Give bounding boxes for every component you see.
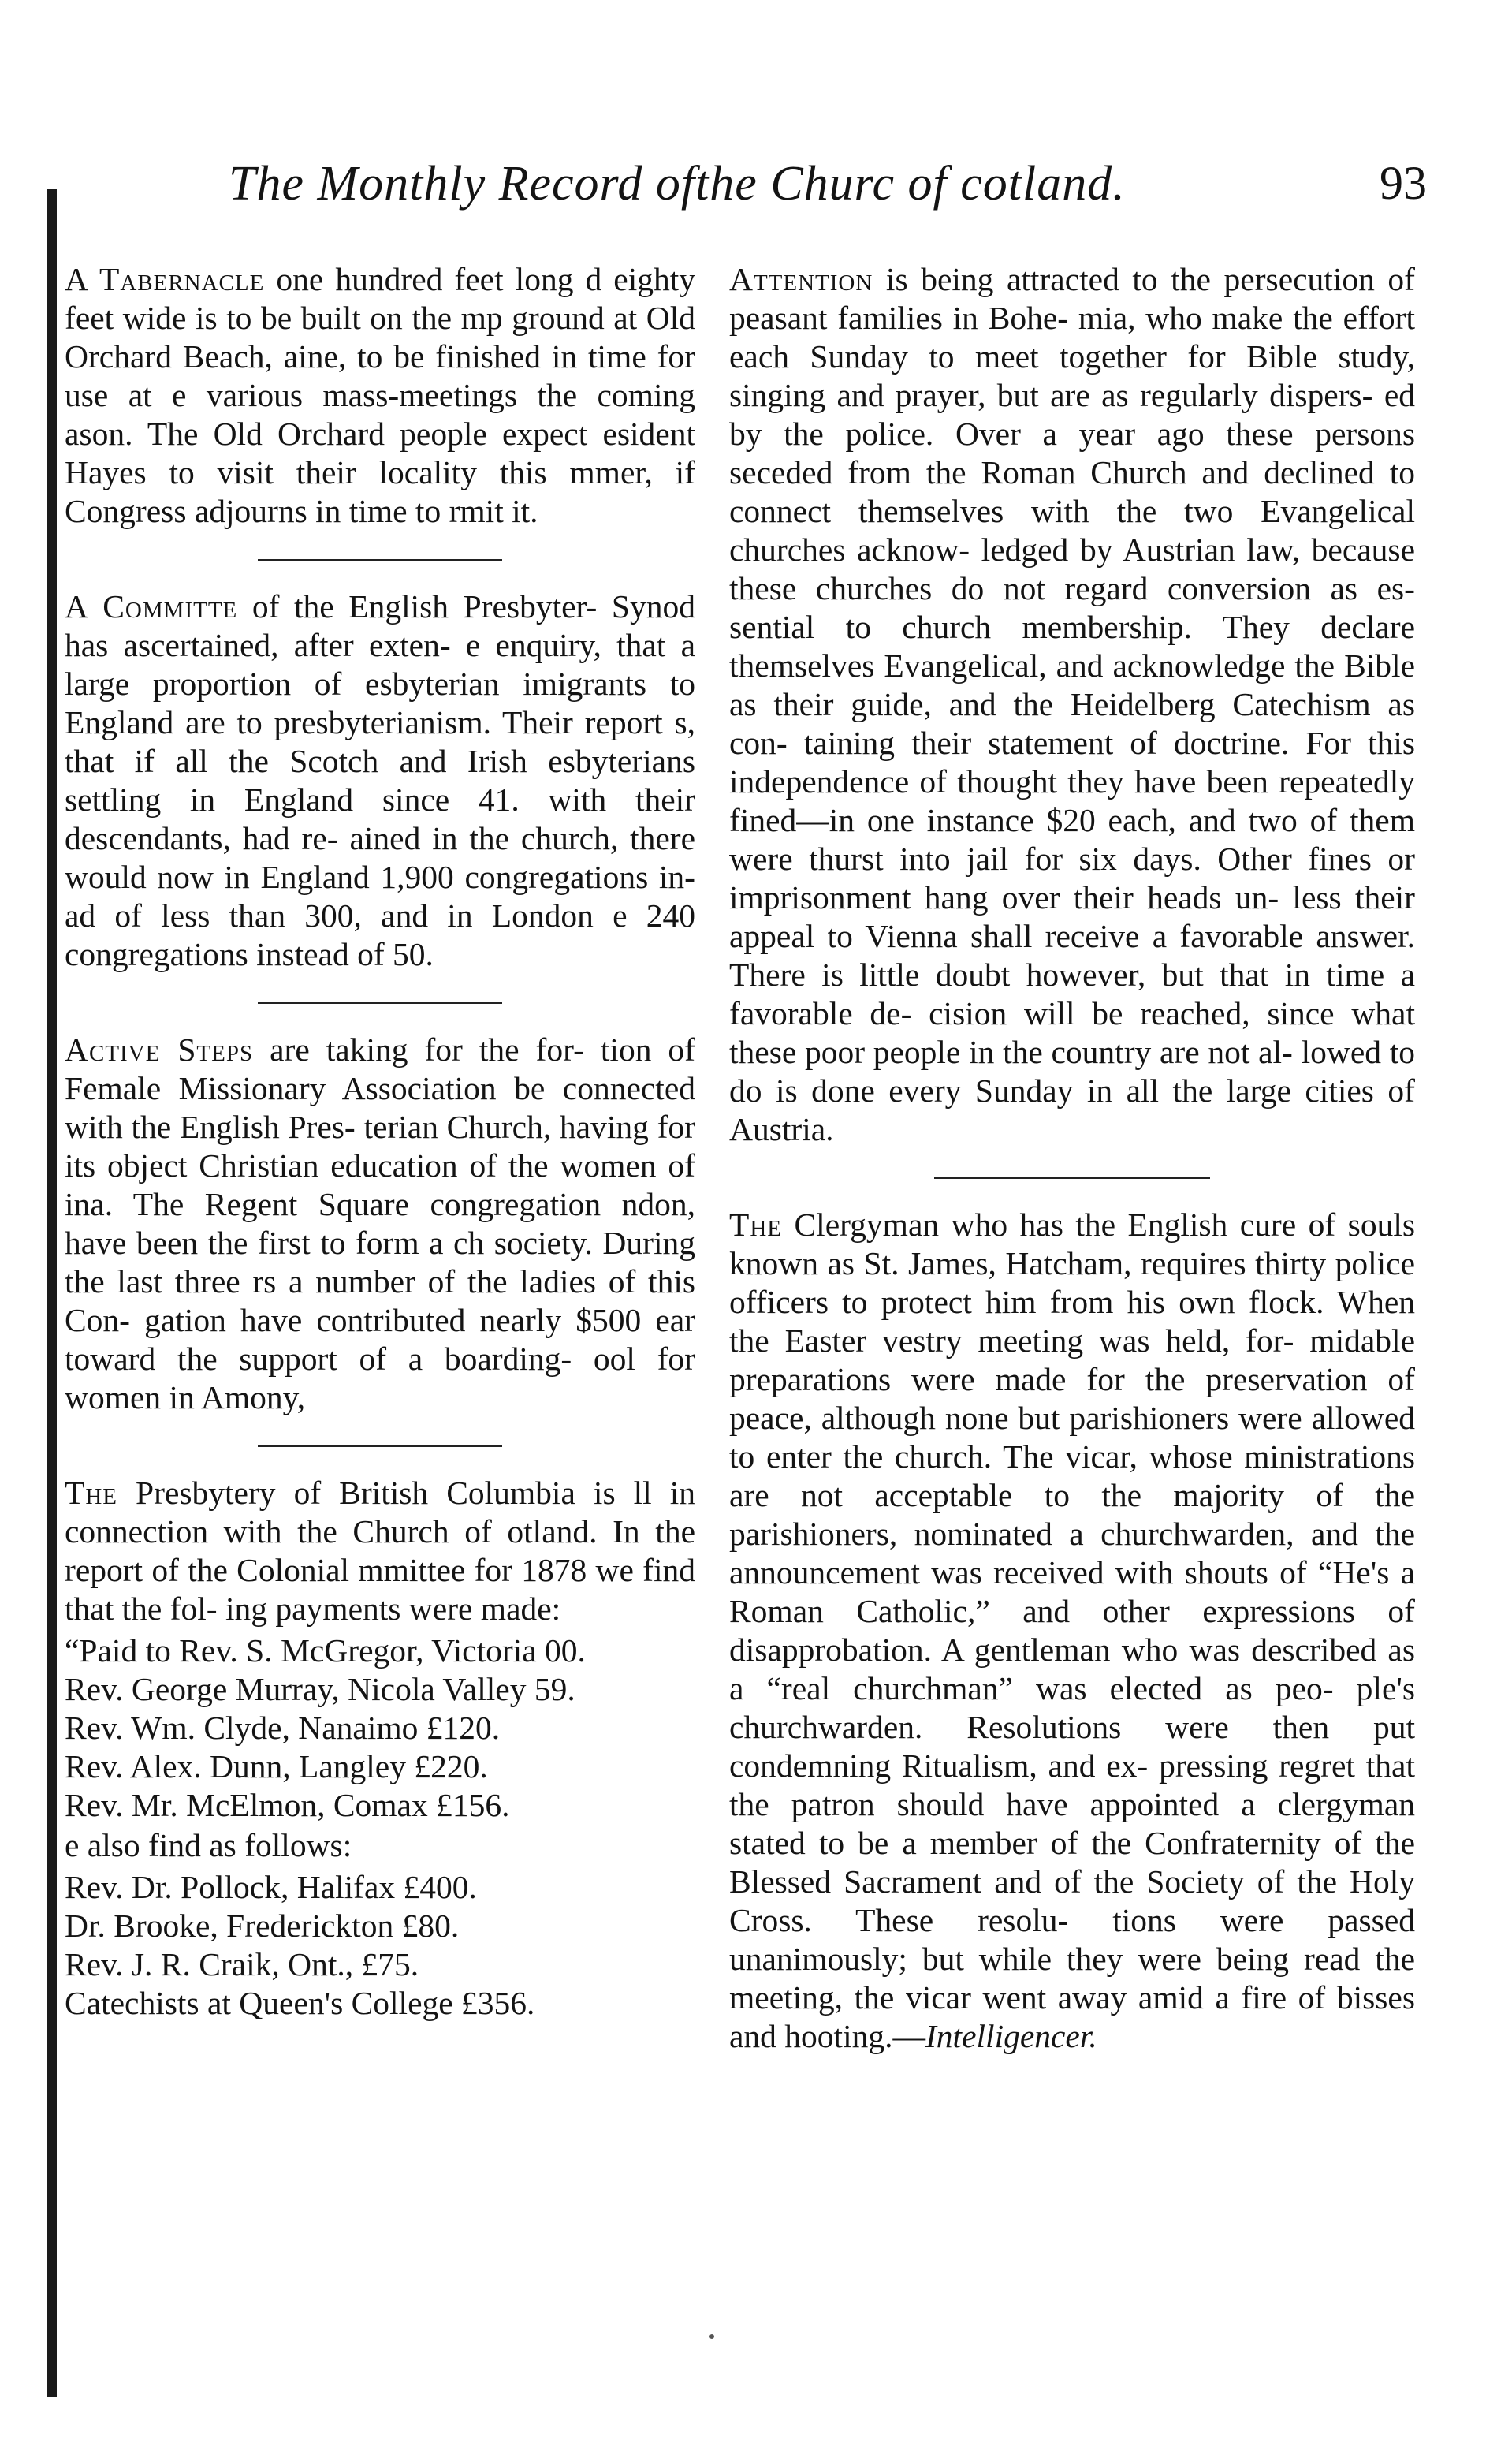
page-number: 93 (1380, 157, 1427, 209)
article-lead: A Committe (65, 588, 238, 625)
article-active-steps (65, 1031, 695, 1417)
article-lead: Attention (729, 261, 873, 297)
print-speck (709, 2334, 714, 2339)
payment-item: Rev. Alex. Dunn, Langley £220. (65, 1748, 488, 1784)
article-lead: The (729, 1206, 783, 1243)
article-bohemia (729, 260, 1415, 1149)
article-committee (65, 587, 695, 974)
payment-item: Rev. Dr. Pollock, Halifax £400. (65, 1869, 477, 1905)
section-divider (934, 1177, 1210, 1179)
article-body: Clergyman who has the English cure of souls known as St. James, Hatcham, requires thirty police officers to protect him from his own flock. When the Easter vestry meeting was held, for- midable preparations were made for the preservation of peace, although none but parishioners were allowed to enter the church. The vicar, whose ministrations are not acceptable to the majority of the parishioners, nominated a churchwarden, and the announcement was received with shouts of “He's a Roman Catholic,” and other expressions of disapprobation. A gentleman who was described as a “real churchman” was elected as peo- ple's churchwarden. Resolutions were then put condemning Ritualism, and ex- pressing regret that the patron should have appointed a clergyman stated to be a member of the Confraternity of the Blessed Sacrament and of the Society of the Holy Cross. These resolu- tions were passed unanimously; but while they were being read the meeting, the vicar went away amid a fire of bisses and hooting.— (729, 1206, 1415, 2054)
article-lead: Active Steps (65, 1031, 254, 1068)
payment-item: Rev. J. R. Craik, Ont., £75. (65, 1946, 419, 1982)
payment-item: “Paid to Rev. S. McGregor, Victoria 00. (65, 1632, 586, 1669)
section-divider (258, 1445, 502, 1447)
payment-item: Dr. Brooke, Frederickton £80. (65, 1908, 460, 1944)
section-divider (258, 559, 502, 561)
article-body: is being attracted to the persecution of peasant families in Bohe- mia, who make the effort each Sunday to meet together for Bible study, singing and prayer, but are as regularly dispers- ed by the police. Over a year ago these persons seceded from the Roman Church and declined to connect themselves with the two Evangelical churches acknow- ledged by Austrian law, because these churches do not regard conversion as es- sential to church membership. They declare themselves Evangelical, and acknowledge the Bible as their guide, and the Heidelberg Catechism as con- taining their statement of doctrine. For this independence of thought they have been repeatedly fined—in one instance $20 each, and two of them were thurst into jail for six days. Other fines or imprisonment hang over their heads un- less their appeal to Vienna shall receive a favorable answer. There is little doubt however, but that in time a favorable de- cision will be reached, since what these poor people in the country are not al- lowed to do is done every Sunday in all the large cities of Austria. (729, 261, 1416, 1147)
article-lead: A Tabernacle (65, 261, 265, 297)
binding-edge-shadow (47, 189, 57, 2397)
payments-list (65, 1632, 695, 1825)
article-source: Intelligencer. (925, 2018, 1097, 2054)
article-body: are taking for the for- tion of Female Missionary Association be connected with the English Pres- terian Church, having for its object Christian education of the women of ina. The Regent Square congregation ndon, have been the first to form a ch society. During the last three rs a number of the ladies of this Con- gation have contributed nearly $500 ear toward the support of a boarding- ool for women in Amony, (65, 1031, 695, 1415)
section-divider (258, 1002, 502, 1004)
article-body: of the English Presbyter- Synod has ascertained, after exten- e enquiry, that a large proportion of esbyterian imigrants to England are to presbyterianism. Their report s, that if all the Scotch and Irish esbyterians settling in England since 41. with their descendants, had re- ained in the church, there would now in England 1,900 congregations in- ad of less than 300, and in London e 240 congregations instead of 50. (65, 588, 695, 972)
article-tabernacle (65, 260, 695, 531)
payment-item: Rev. Wm. Clyde, Nanaimo £120. (65, 1710, 501, 1746)
article-body: Presbytery of British Columbia is ll in connection with the Church of otland. In the report of the Colonial mmittee for 1878 we find that the fol- ing payments were made: (65, 1475, 695, 1627)
right-column (729, 260, 1415, 2056)
article-british-columbia (65, 1474, 695, 1628)
article-lead: The (65, 1475, 118, 1511)
page-header (229, 156, 1427, 227)
running-title: The Monthly Record ofthe Churc of cotland. (229, 157, 1126, 211)
also-find-intro: e also find as follows: (65, 1827, 352, 1863)
article-clergyman (729, 1206, 1415, 2056)
left-column (65, 260, 695, 2023)
additional-payments-list (65, 1868, 695, 2023)
payment-item: Rev. Mr. McElmon, Comax £156. (65, 1787, 510, 1823)
article-body: one hundred feet long d eighty feet wide is to be built on the mp ground at Old Orchard Beach, aine, to be finished in time for use at e various mass-meetings the coming ason. The Old Orchard people expect esident Hayes to visit their locality this mmer, if Congress adjourns in time to rmit it. (65, 261, 696, 529)
payment-item: Rev. George Murray, Nicola Valley 59. (65, 1671, 575, 1707)
payment-item: Catechists at Queen's College £356. (65, 1985, 535, 2021)
